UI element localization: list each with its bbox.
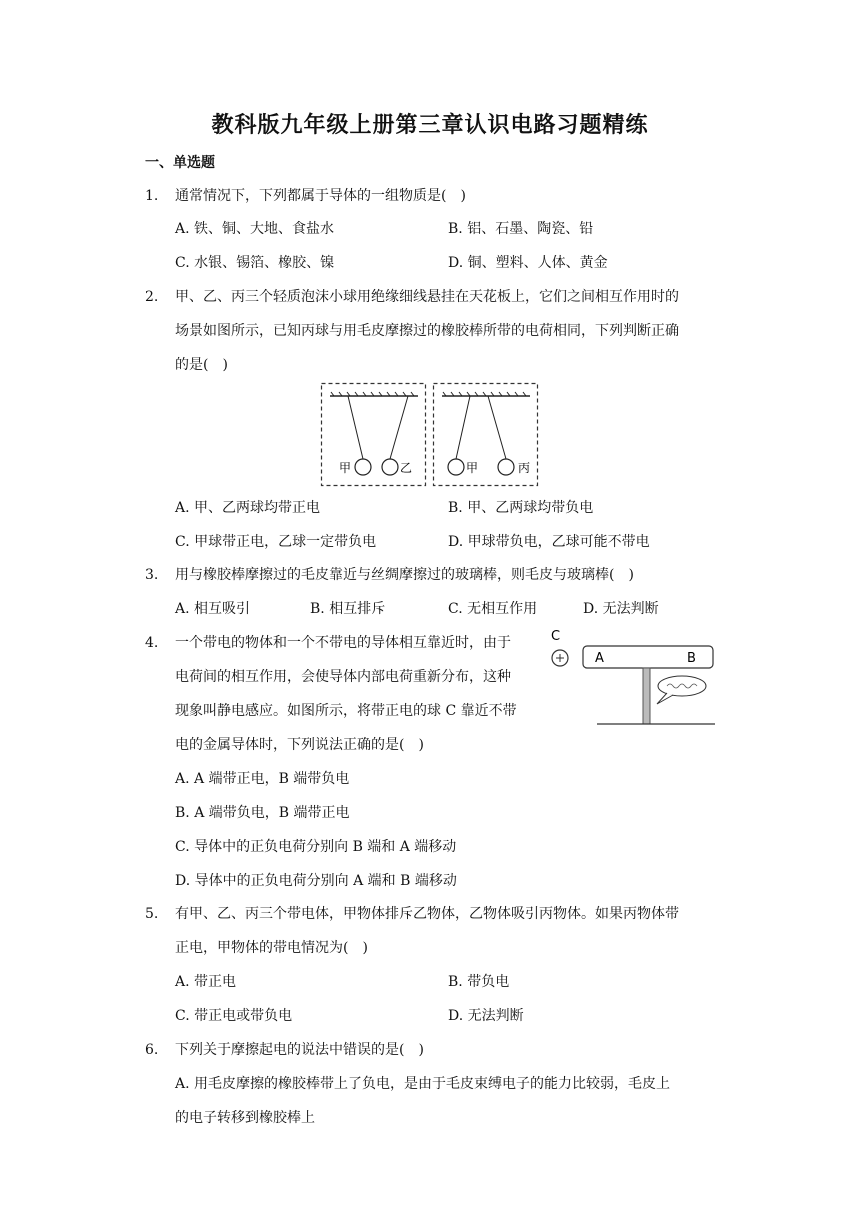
q1-option-a: A. 铁、铜、大地、食盐水 — [175, 221, 335, 237]
q4-callout-bubble — [658, 676, 706, 696]
q2-option-a: A. 甲、乙两球均带正电 — [175, 500, 321, 516]
q1-option-d: D. 铜、塑料、人体、黄金 — [448, 255, 608, 271]
q2-ball-jia-right — [448, 459, 464, 475]
q4-option-c: C. 导体中的正负电荷分别向 B 端和 A 端移动 — [175, 839, 457, 855]
q2-right-thread-b — [488, 396, 506, 459]
q4-stem-line3: 现象叫静电感应。如图所示，将带正电的球 C 靠近不带 — [175, 703, 517, 719]
q4-callout-tail — [657, 693, 673, 704]
q4-insulating-stand — [643, 668, 650, 724]
q4-induction-figure — [545, 626, 720, 728]
q4-number: 4. — [145, 635, 159, 651]
q3-option-c: C. 无相互作用 — [448, 601, 538, 617]
q2-option-b: B. 甲、乙两球均带负电 — [448, 500, 594, 516]
q5-option-c: C. 带正电或带负电 — [175, 1008, 293, 1024]
q4-option-d: D. 导体中的正负电荷分别向 A 端和 B 端移动 — [175, 873, 457, 889]
q2-stem-line3: 的是( ) — [175, 357, 228, 373]
q5-option-b: B. 带负电 — [448, 974, 510, 990]
q4-label-b: B — [687, 651, 696, 666]
q2-right-ceiling — [442, 392, 530, 396]
q2-left-thread-b — [390, 396, 408, 459]
q2-option-c: C. 甲球带正电，乙球一定带负电 — [175, 534, 377, 550]
q4-stem-line2: 电荷间的相互作用，会使导体内部电荷重新分布，这种 — [175, 669, 511, 685]
q4-option-b: B. A 端带负电，B 端带正电 — [175, 805, 350, 821]
q2-right-thread-a — [456, 396, 470, 459]
q5-number: 5. — [145, 906, 159, 922]
q2-ball-jia-left — [355, 459, 371, 475]
q2-left-ceiling — [330, 392, 418, 396]
q2-ball-bing — [498, 459, 514, 475]
q5-stem-line1: 有甲、乙、丙三个带电体，甲物体排斥乙物体，乙物体吸引丙物体。如果丙物体带 — [175, 906, 679, 922]
q6-number: 6. — [145, 1042, 159, 1058]
q2-left-thread-a — [348, 396, 363, 459]
q3-option-a: A. 相互吸引 — [175, 601, 251, 617]
q4-label-a: A — [595, 651, 604, 666]
q5-option-d: D. 无法判断 — [448, 1008, 524, 1024]
q2-stem-line1: 甲、乙、丙三个轻质泡沫小球用绝缘细线悬挂在天花板上，它们之间相互作用时的 — [175, 289, 679, 305]
q2-option-d: D. 甲球带负电，乙球可能不带电 — [448, 534, 650, 550]
q4-option-a: A. A 端带正电，B 端带负电 — [175, 771, 350, 787]
q5-stem-line2: 正电，甲物体的带电情况为( ) — [175, 940, 368, 956]
q2-stem-line2: 场景如图所示，已知丙球与用毛皮摩擦过的橡胶棒所带的电荷相同，下列判断正确 — [175, 323, 679, 339]
q3-number: 3. — [145, 567, 159, 583]
q2-ball-yi — [382, 459, 398, 475]
q5-option-a: A. 带正电 — [175, 974, 237, 990]
q4-stem-line1: 一个带电的物体和一个不带电的导体相互靠近时，由于 — [175, 635, 511, 651]
q3-stem: 用与橡胶棒摩擦过的毛皮靠近与丝绸摩擦过的玻璃棒，则毛皮与玻璃棒( ) — [175, 567, 634, 583]
q3-option-b: B. 相互排斥 — [310, 601, 386, 617]
q2-label-yi: 乙 — [400, 461, 413, 475]
q4-label-c: C — [551, 629, 561, 644]
q2-label-bing: 丙 — [518, 461, 531, 475]
q6-option-a-line2: 的电子转移到橡胶棒上 — [175, 1110, 315, 1126]
q2-pendulum-figure — [320, 382, 542, 488]
q1-option-c: C. 水银、锡箔、橡胶、镍 — [175, 255, 335, 271]
section-heading: 一、单选题 — [145, 155, 215, 171]
q4-stem-line4: 电的金属导体时，下列说法正确的是( ) — [175, 737, 424, 753]
page-title: 教科版九年级上册第三章认识电路习题精练 — [211, 113, 649, 138]
q2-label-jia-right: 甲 — [466, 461, 479, 475]
q2-label-jia-left: 甲 — [339, 461, 352, 475]
q6-option-a-line1: A. 用毛皮摩擦的橡胶棒带上了负电，是由于毛皮束缚电子的能力比较弱，毛皮上 — [175, 1076, 671, 1092]
q2-number: 2. — [145, 289, 159, 305]
q1-stem: 通常情况下，下列都属于导体的一组物质是( ) — [175, 188, 466, 204]
q1-option-b: B. 铝、石墨、陶瓷、铅 — [448, 221, 594, 237]
q3-option-d: D. 无法判断 — [583, 601, 659, 617]
q1-number: 1. — [145, 188, 159, 204]
q6-stem: 下列关于摩擦起电的说法中错误的是( ) — [175, 1042, 424, 1058]
